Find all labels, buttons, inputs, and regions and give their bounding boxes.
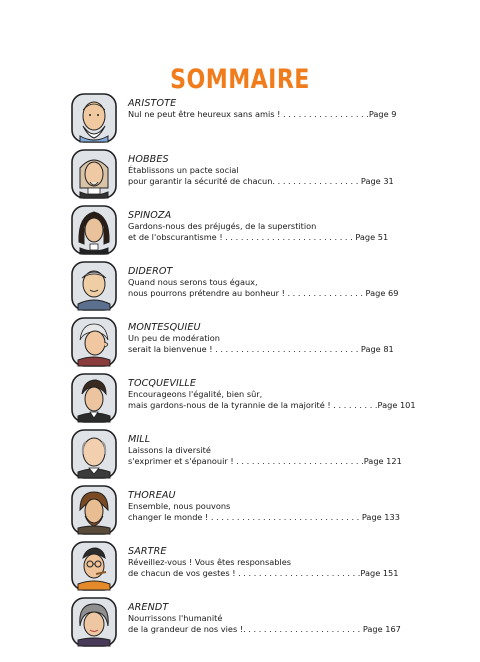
entry-text-line: changer le monde ! . . . . . . . . . . . . . . . . . . . . . . . . . . . . . Page 133 <box>128 512 400 522</box>
toc-entry-spinoza[interactable] <box>0 204 480 260</box>
portrait-sartre <box>70 540 118 592</box>
philosopher-name: ARISTOTE <box>128 98 177 109</box>
entry-text-line: Établissons un pacte social <box>128 165 239 175</box>
toc-entry-aristote[interactable] <box>0 92 480 148</box>
philosopher-name: THOREAU <box>128 490 176 501</box>
toc-entry-hobbes[interactable] <box>0 148 480 204</box>
portrait-tocqueville <box>70 372 118 424</box>
portrait-hobbes <box>70 148 118 200</box>
entry-text-line: pour garantir la sécurité de chacun. . . . . . . . . . . . . . . . . Page 31 <box>128 176 394 186</box>
entry-text-line: Un peu de modération <box>128 333 220 343</box>
entry-text-line: Quand nous serons tous égaux, <box>128 277 258 287</box>
entry-text-line: Laissons la diversité <box>128 445 211 455</box>
entry-text-line: Nul ne peut être heureux sans amis ! . . . . . . . . . . . . . . . . .Page 9 <box>128 109 397 119</box>
portrait-spinoza <box>70 204 118 256</box>
toc-entry-montesquieu[interactable] <box>0 316 480 372</box>
philosopher-name: MONTESQUIEU <box>128 322 201 333</box>
entry-text-line: mais gardons-nous de la tyrannie de la majorité ! . . . . . . . . .Page 101 <box>128 400 416 410</box>
entry-text-line: de la grandeur de nos vies !. . . . . . . . . . . . . . . . . . . . . . . Page 167 <box>128 624 401 634</box>
toc-entry-diderot[interactable] <box>0 260 480 316</box>
toc-entry-tocqueville[interactable] <box>0 372 480 428</box>
philosopher-name: DIDEROT <box>128 266 173 277</box>
entry-text-line: s'exprimer et s'épanouir ! . . . . . . . . . . . . . . . . . . . . . . . . .Page 121 <box>128 456 402 466</box>
philosopher-name: TOCQUEVILLE <box>128 378 196 389</box>
philosopher-name: HOBBES <box>128 154 169 165</box>
philosopher-name: MILL <box>128 434 151 445</box>
portrait-arendt <box>70 596 118 648</box>
toc-entry-mill[interactable] <box>0 428 480 484</box>
toc-entry-thoreau[interactable] <box>0 484 480 540</box>
portrait-thoreau <box>70 484 118 536</box>
philosopher-name: ARENDT <box>128 602 169 613</box>
toc-entry-sartre[interactable] <box>0 540 480 596</box>
entry-text-line: nous pourrons prétendre au bonheur ! . . . . . . . . . . . . . . . Page 69 <box>128 288 399 298</box>
entry-text-line: Encourageons l'égalité, bien sûr, <box>128 389 263 399</box>
entry-text-line: Ensemble, nous pouvons <box>128 501 231 511</box>
philosopher-name: SPINOZA <box>128 210 172 221</box>
portrait-aristote <box>70 92 118 144</box>
entry-text-line: de chacun de vos gestes ! . . . . . . . . . . . . . . . . . . . . . . . .Page 151 <box>128 568 399 578</box>
entry-text-line: Réveillez-vous ! Vous êtes responsables <box>128 557 292 567</box>
entry-text-line: Nourrissons l'humanité <box>128 613 223 623</box>
portrait-montesquieu <box>70 316 118 368</box>
toc-entry-arendt[interactable] <box>0 596 480 652</box>
entry-text-line: et de l'obscurantisme ! . . . . . . . . . . . . . . . . . . . . . . . . . Page 51 <box>128 232 389 242</box>
entry-text-line: serait la bienvenue ! . . . . . . . . . . . . . . . . . . . . . . . . . . . . Page 81 <box>128 344 394 354</box>
portrait-mill <box>70 428 118 480</box>
philosopher-name: SARTRE <box>128 546 167 557</box>
entry-text-line: Gardons-nous des préjugés, de la superstition <box>128 221 317 231</box>
portrait-diderot <box>70 260 118 312</box>
page-title: SOMMAIRE <box>170 64 310 95</box>
